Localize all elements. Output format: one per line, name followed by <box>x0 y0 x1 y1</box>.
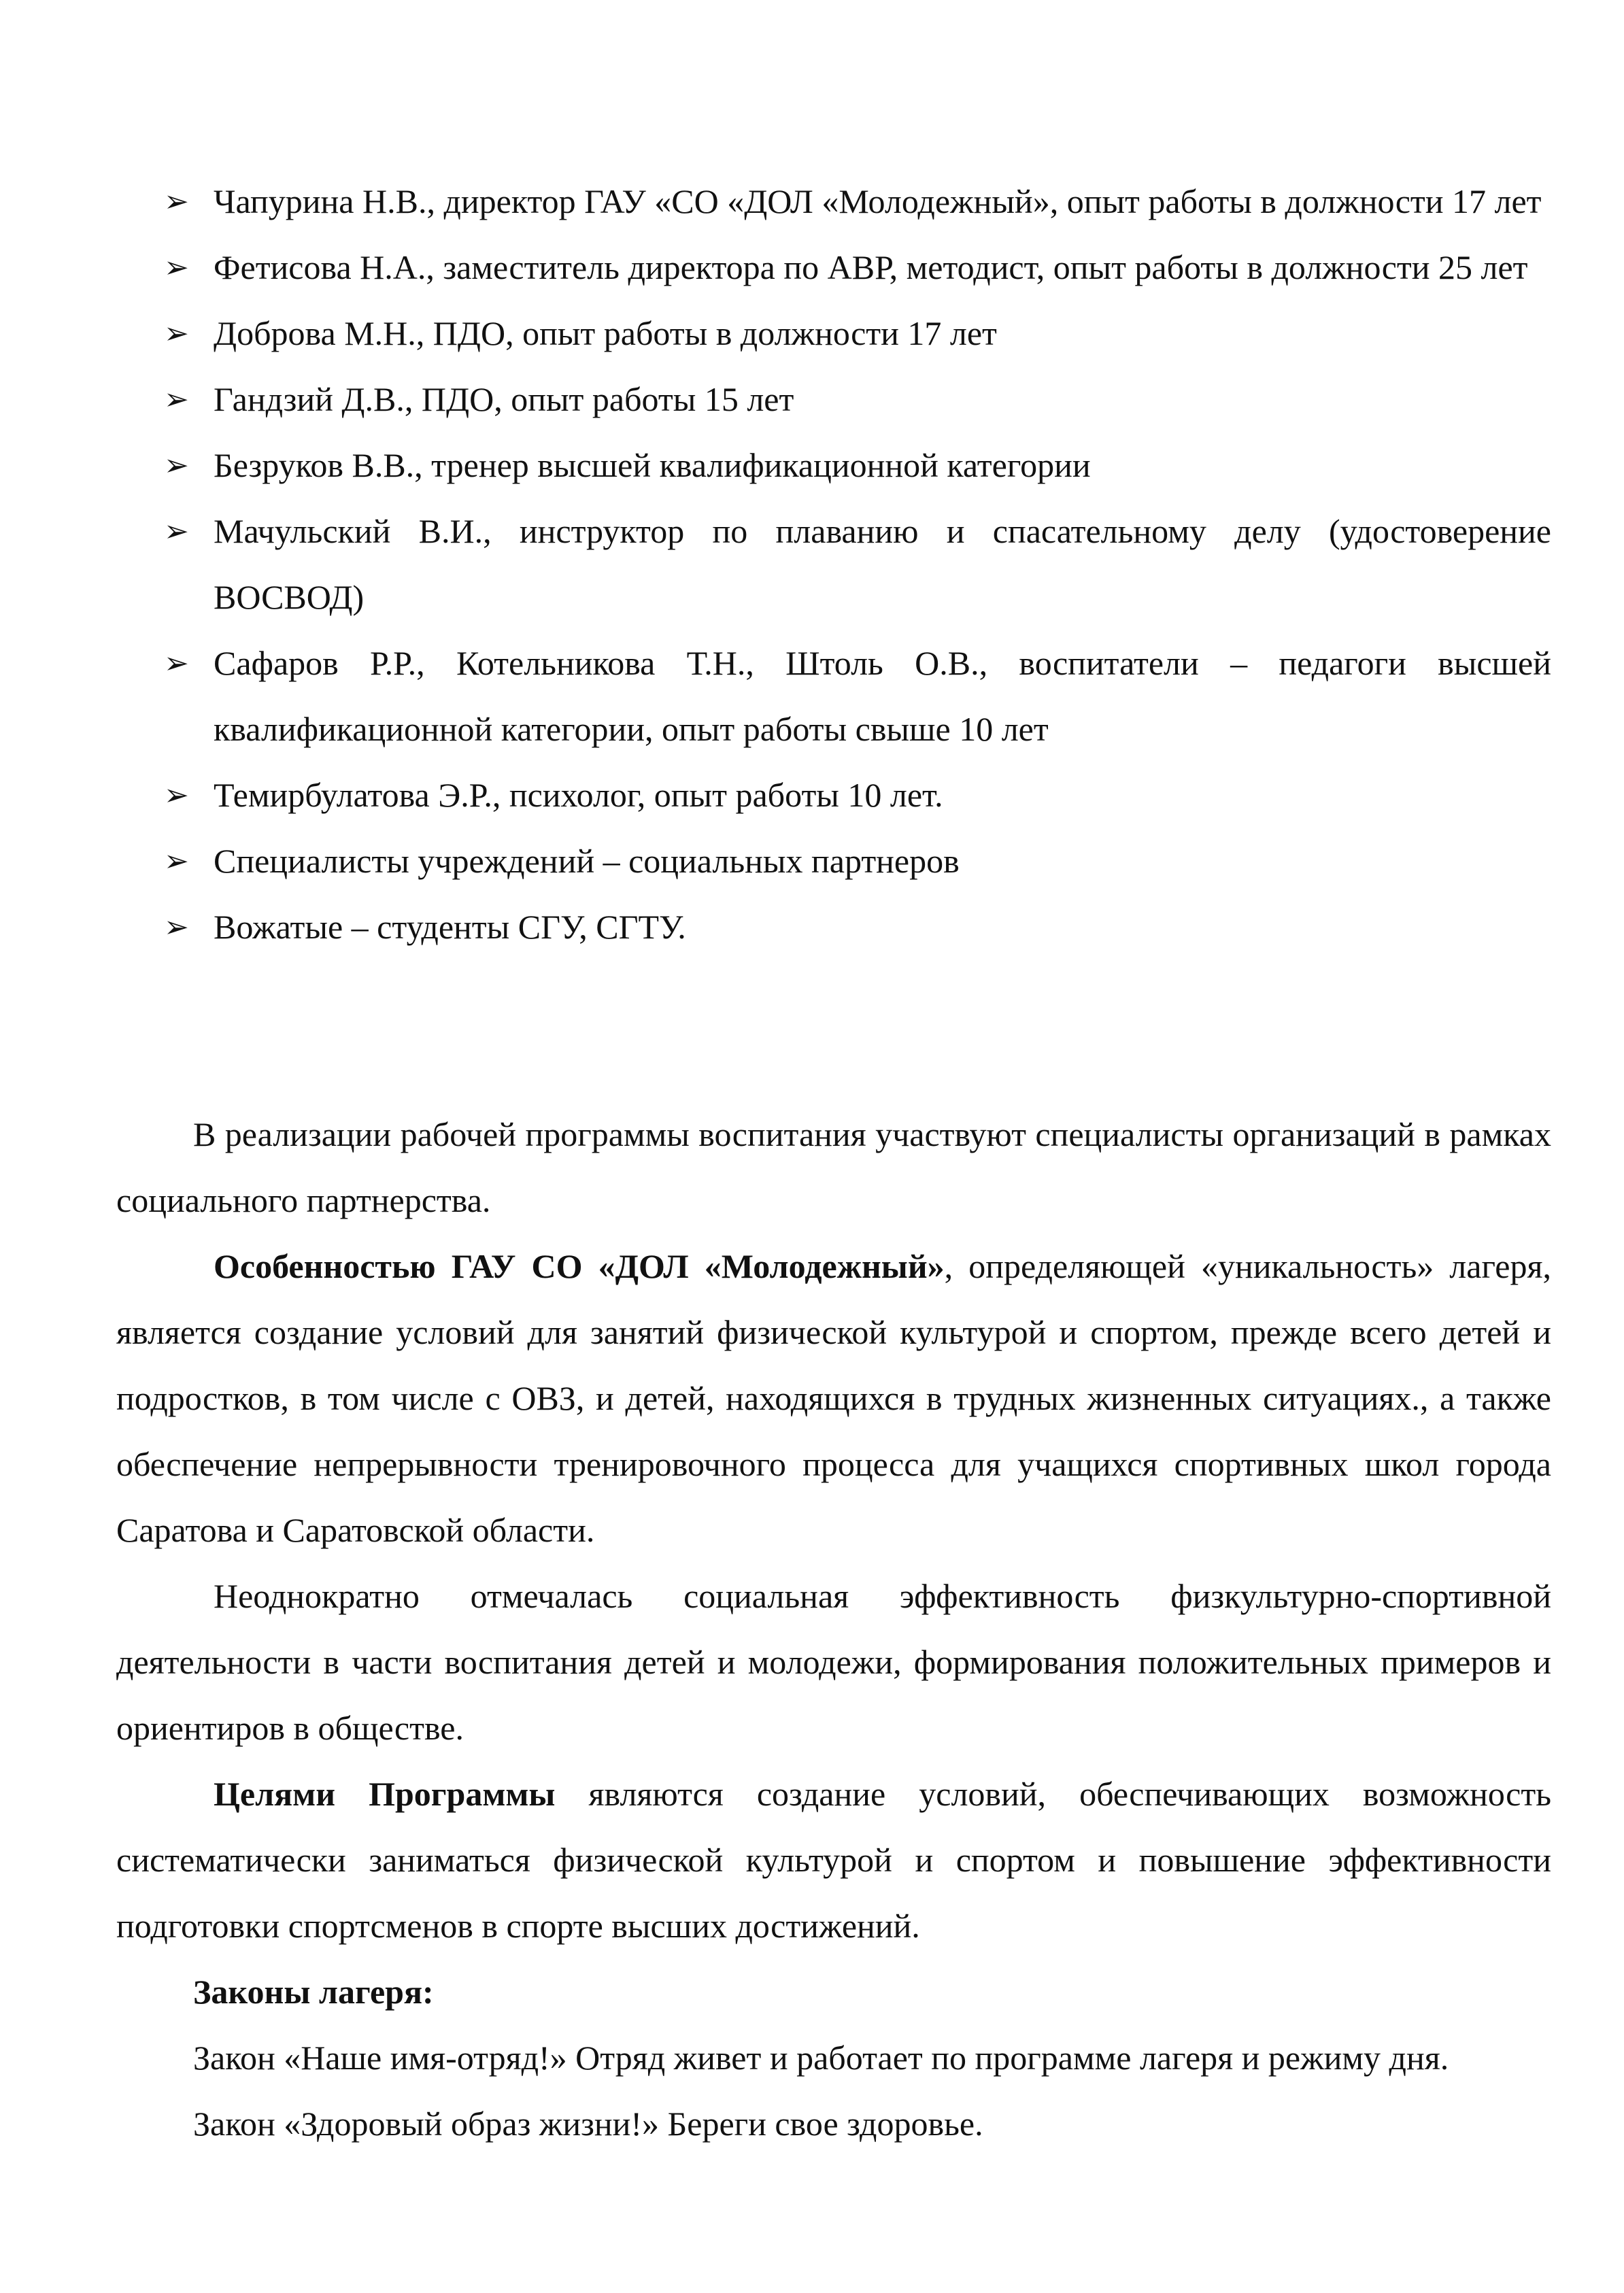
goals-paragraph <box>116 1761 1551 1959</box>
list-item <box>116 762 1551 828</box>
list-item <box>116 235 1551 301</box>
list-item-text: Вожатые – студенты СГУ, СГТУ. <box>214 908 686 946</box>
list-item <box>116 169 1551 235</box>
list-item-text: Специалисты учреждений – социальных партнеров <box>214 842 960 880</box>
feature-lead: Особенностью ГАУ СО «ДОЛ «Молодежный» <box>214 1247 945 1285</box>
staff-list <box>116 169 1551 960</box>
law-team: Закон «Наше имя-отряд!» Отряд живет и работает по программе лагеря и режиму дня. <box>193 2039 1449 2077</box>
feature-paragraph <box>116 1234 1551 1563</box>
list-item-text: Доброва М.Н., ПДО, опыт работы в должности 17 лет <box>214 314 997 352</box>
arrow-bullet-icon: ➢ <box>164 778 189 813</box>
arrow-bullet-icon: ➢ <box>164 514 189 549</box>
arrow-bullet-icon: ➢ <box>164 844 189 879</box>
list-item-text: Гандзий Д.В., ПДО, опыт работы 15 лет <box>214 380 794 418</box>
goals-text: являются создание условий, обеспечивающих возможность систематически заниматься физической культурой и спортом и повышение эффективности подготовки спортсменов в спорте высших достижений. <box>116 1775 1552 1945</box>
list-item-text: Чапурина Н.В., директор ГАУ «СО «ДОЛ «Молодежный», опыт работы в должности 17 лет <box>214 182 1542 220</box>
list-item-text: Безруков В.В., тренер высшей квалификационной категории <box>214 446 1091 484</box>
list-item <box>116 894 1551 960</box>
list-item-text: Фетисова Н.А., заместитель директора по АВР, методист, опыт работы в должности 25 лет <box>214 248 1528 286</box>
document-page <box>116 0 1551 2293</box>
effectiveness-paragraph: Неоднократно отмечалась социальная эффективность физкультурно-спортивной деятельности в части воспитания детей и молодежи, формирования положительных примеров и ориентиров в обществе. <box>116 1577 1551 1747</box>
arrow-bullet-icon: ➢ <box>164 316 189 351</box>
arrow-bullet-icon: ➢ <box>164 448 189 483</box>
law-health: Закон «Здоровый образ жизни!» Береги свое здоровье. <box>193 2105 983 2143</box>
list-item <box>116 630 1551 762</box>
list-item <box>116 367 1551 432</box>
arrow-bullet-icon: ➢ <box>164 382 189 417</box>
body-text <box>116 1102 1551 2157</box>
list-item-text: Мачульский В.И., инструктор по плаванию и спасательному делу (удостоверение ВОСВОД) <box>214 512 1551 616</box>
list-item-text: Сафаров Р.Р., Котельникова Т.Н., Штоль О.В., воспитатели – педагоги высшей квалификационной категории, опыт работы свыше 10 лет <box>214 644 1551 748</box>
laws-heading: Законы лагеря: <box>193 1973 434 2011</box>
goals-lead: Целями Программы <box>214 1775 556 1813</box>
list-item <box>116 498 1551 630</box>
partnership-paragraph: В реализации рабочей программы воспитания участвуют специалисты организаций в рамках социального партнерства. <box>116 1115 1551 1219</box>
list-item <box>116 828 1551 894</box>
arrow-bullet-icon: ➢ <box>164 646 189 681</box>
arrow-bullet-icon: ➢ <box>164 910 189 945</box>
arrow-bullet-icon: ➢ <box>164 250 189 285</box>
list-item <box>116 301 1551 367</box>
arrow-bullet-icon: ➢ <box>164 184 189 219</box>
list-item-text: Темирбулатова Э.Р., психолог, опыт работы 10 лет. <box>214 776 943 814</box>
feature-text: , определяющей «уникальность» лагеря, является создание условий для занятий физической культурой и спортом, прежде всего детей и подростков, в том числе с ОВЗ, и детей, находящихся в трудных жизненных ситуациях., а также обеспечение непрерывности тренировочного процесса для учащихся спортивных школ города Саратова и Саратовской области. <box>116 1247 1551 1549</box>
list-item <box>116 432 1551 498</box>
